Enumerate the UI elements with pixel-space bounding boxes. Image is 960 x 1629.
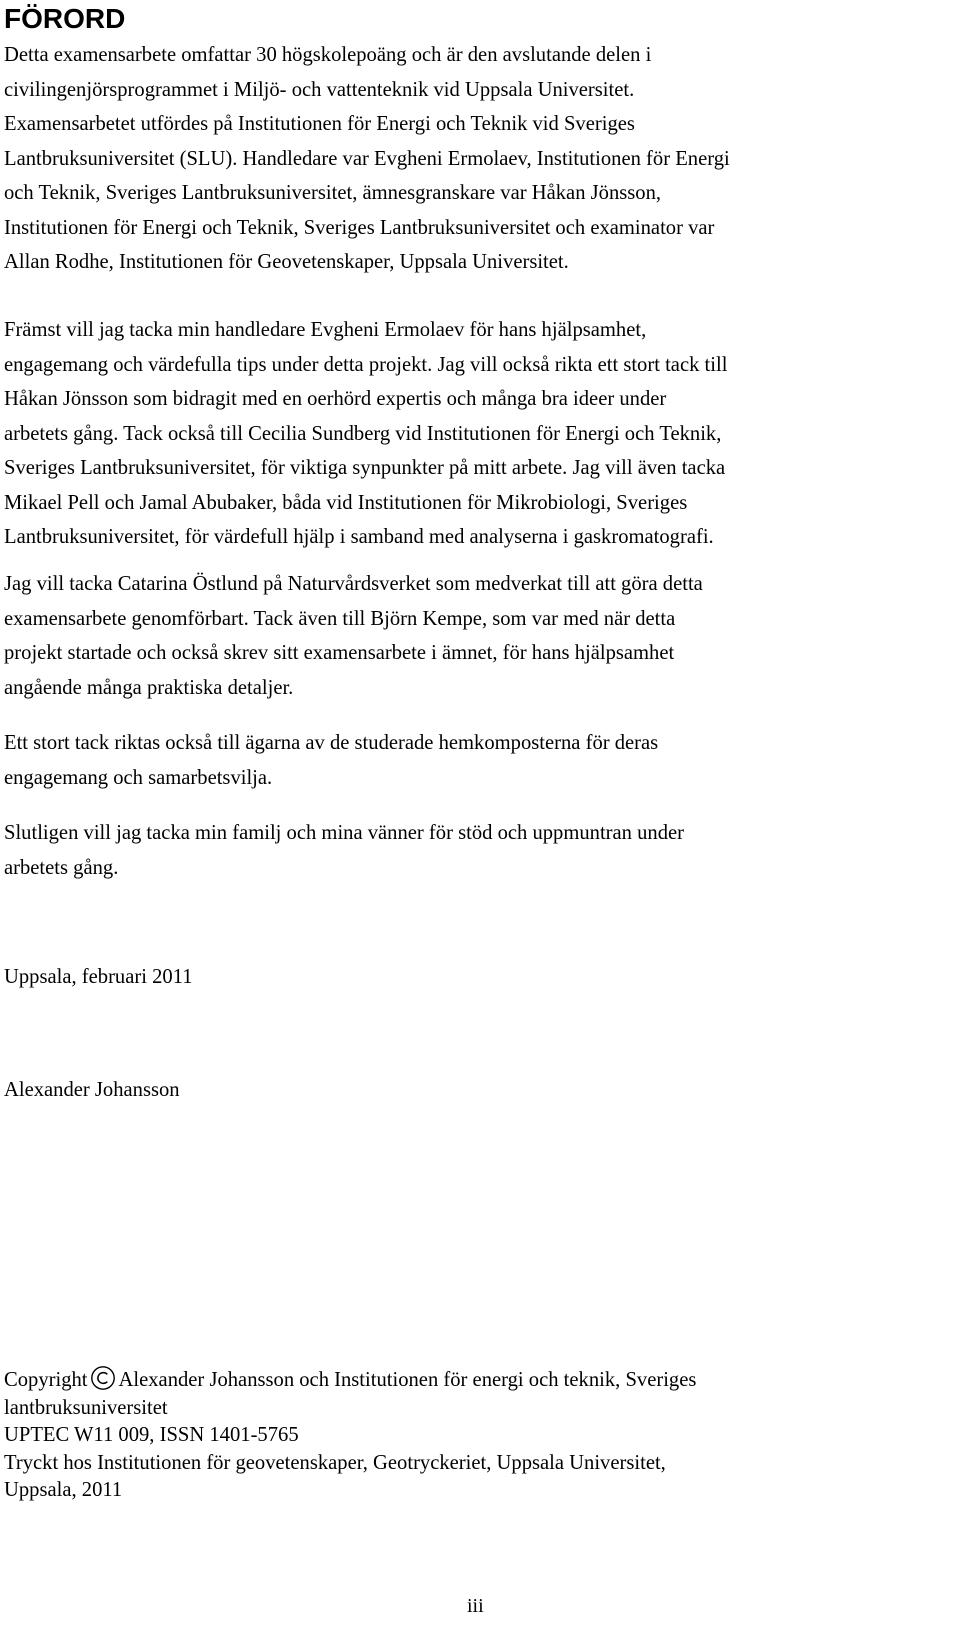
text-line: Sveriges Lantbruksuniversitet, för viktiga synpunkter på mitt arbete. Jag vill även tacka [4, 457, 726, 479]
text-line: Håkan Jönsson som bidragit med en oerhörd expertis och många bra ideer under [4, 388, 667, 410]
text-line: engagemang och samarbetsvilja. [4, 766, 273, 789]
text-line: Examensarbetet utfördes på Institutionen för Energi och Teknik vid Sveriges [4, 113, 635, 135]
copyright-holder: Alexander Johansson och Institutionen för energi och teknik, Sveriges [118, 1369, 697, 1391]
printer-info: Tryckt hos Institutionen för geovetenskaper, Geotryckeriet, Uppsala Universitet, [4, 1451, 666, 1474]
text-line: Främst vill jag tacka min handledare Evgheni Ermolaev för hans hjälpsamhet, [4, 319, 647, 341]
text-line: och Teknik, Sveriges Lantbruksuniversitet, ämnesgranskare var Håkan Jönsson, [4, 182, 662, 204]
text-line: arbetets gång. Tack också till Cecilia Sundberg vid Institutionen för Energi och Teknik, [4, 422, 722, 445]
report-number: UPTEC W11 009, ISSN 1401-5765 [4, 1424, 299, 1446]
text-line: arbetets gång. [4, 856, 119, 879]
copyright-icon [90, 1365, 116, 1391]
place-date: Uppsala, februari 2011 [4, 966, 193, 988]
text-line: Slutligen vill jag tacka min familj och mina vänner för stöd och uppmuntran under [4, 822, 685, 844]
text-line: engagemang och värdefulla tips under detta projekt. Jag vill också rikta ett stort tack till [4, 353, 728, 376]
text-line: Mikael Pell och Jamal Abubaker, båda vid Institutionen för Mikrobiologi, Sveriges [4, 491, 688, 514]
text-line: Lantbruksuniversitet (SLU). Handledare var Evgheni Ermolaev, Institutionen för Energi [4, 147, 730, 170]
copyright-line [4, 1365, 956, 1395]
text-line: projekt startade och också skrev sitt examensarbete i ämnet, för hans hjälpsamhet [4, 642, 675, 664]
text-line: examensarbete genomförbart. Tack även till Björn Kempe, som var med när detta [4, 607, 676, 630]
text-line: Ett stort tack riktas också till ägarna av de studerade hemkomposterna för deras [4, 732, 659, 754]
copyright-block [4, 1365, 956, 1505]
text-line: Jag vill tacka Catarina Östlund på Naturvårdsverket som medverkat till att göra detta [4, 573, 703, 595]
copyright-holder-continued: lantbruksuniversitet [4, 1396, 168, 1419]
paragraph-thanks-owners [4, 726, 956, 795]
paragraph-thanks-supervisor [4, 313, 956, 555]
text-line: Institutionen för Energi och Teknik, Sveriges Lantbruksuniversitet och examinator var [4, 216, 715, 239]
text-line: angående många praktiska detaljer. [4, 676, 294, 699]
paragraph-intro [4, 38, 956, 280]
author-name: Alexander Johansson [4, 1079, 180, 1101]
copyright-word: Copyright [4, 1369, 88, 1391]
page-number: iii [467, 1595, 484, 1617]
page-title: FÖRORD [4, 3, 126, 34]
text-line: Detta examensarbete omfattar 30 högskolepoäng och är den avslutande delen i [4, 44, 652, 66]
text-line: Allan Rodhe, Institutionen för Geovetenskaper, Uppsala Universitet. [4, 251, 569, 273]
paragraph-thanks-family [4, 816, 956, 885]
text-line: civilingenjörsprogrammet i Miljö- och vattenteknik vid Uppsala Universitet. [4, 78, 635, 101]
text-line: Lantbruksuniversitet, för värdefull hjälp i samband med analyserna i gaskromatografi. [4, 526, 714, 548]
paragraph-thanks-naturvardsverket [4, 567, 956, 705]
print-place-year: Uppsala, 2011 [4, 1479, 123, 1501]
